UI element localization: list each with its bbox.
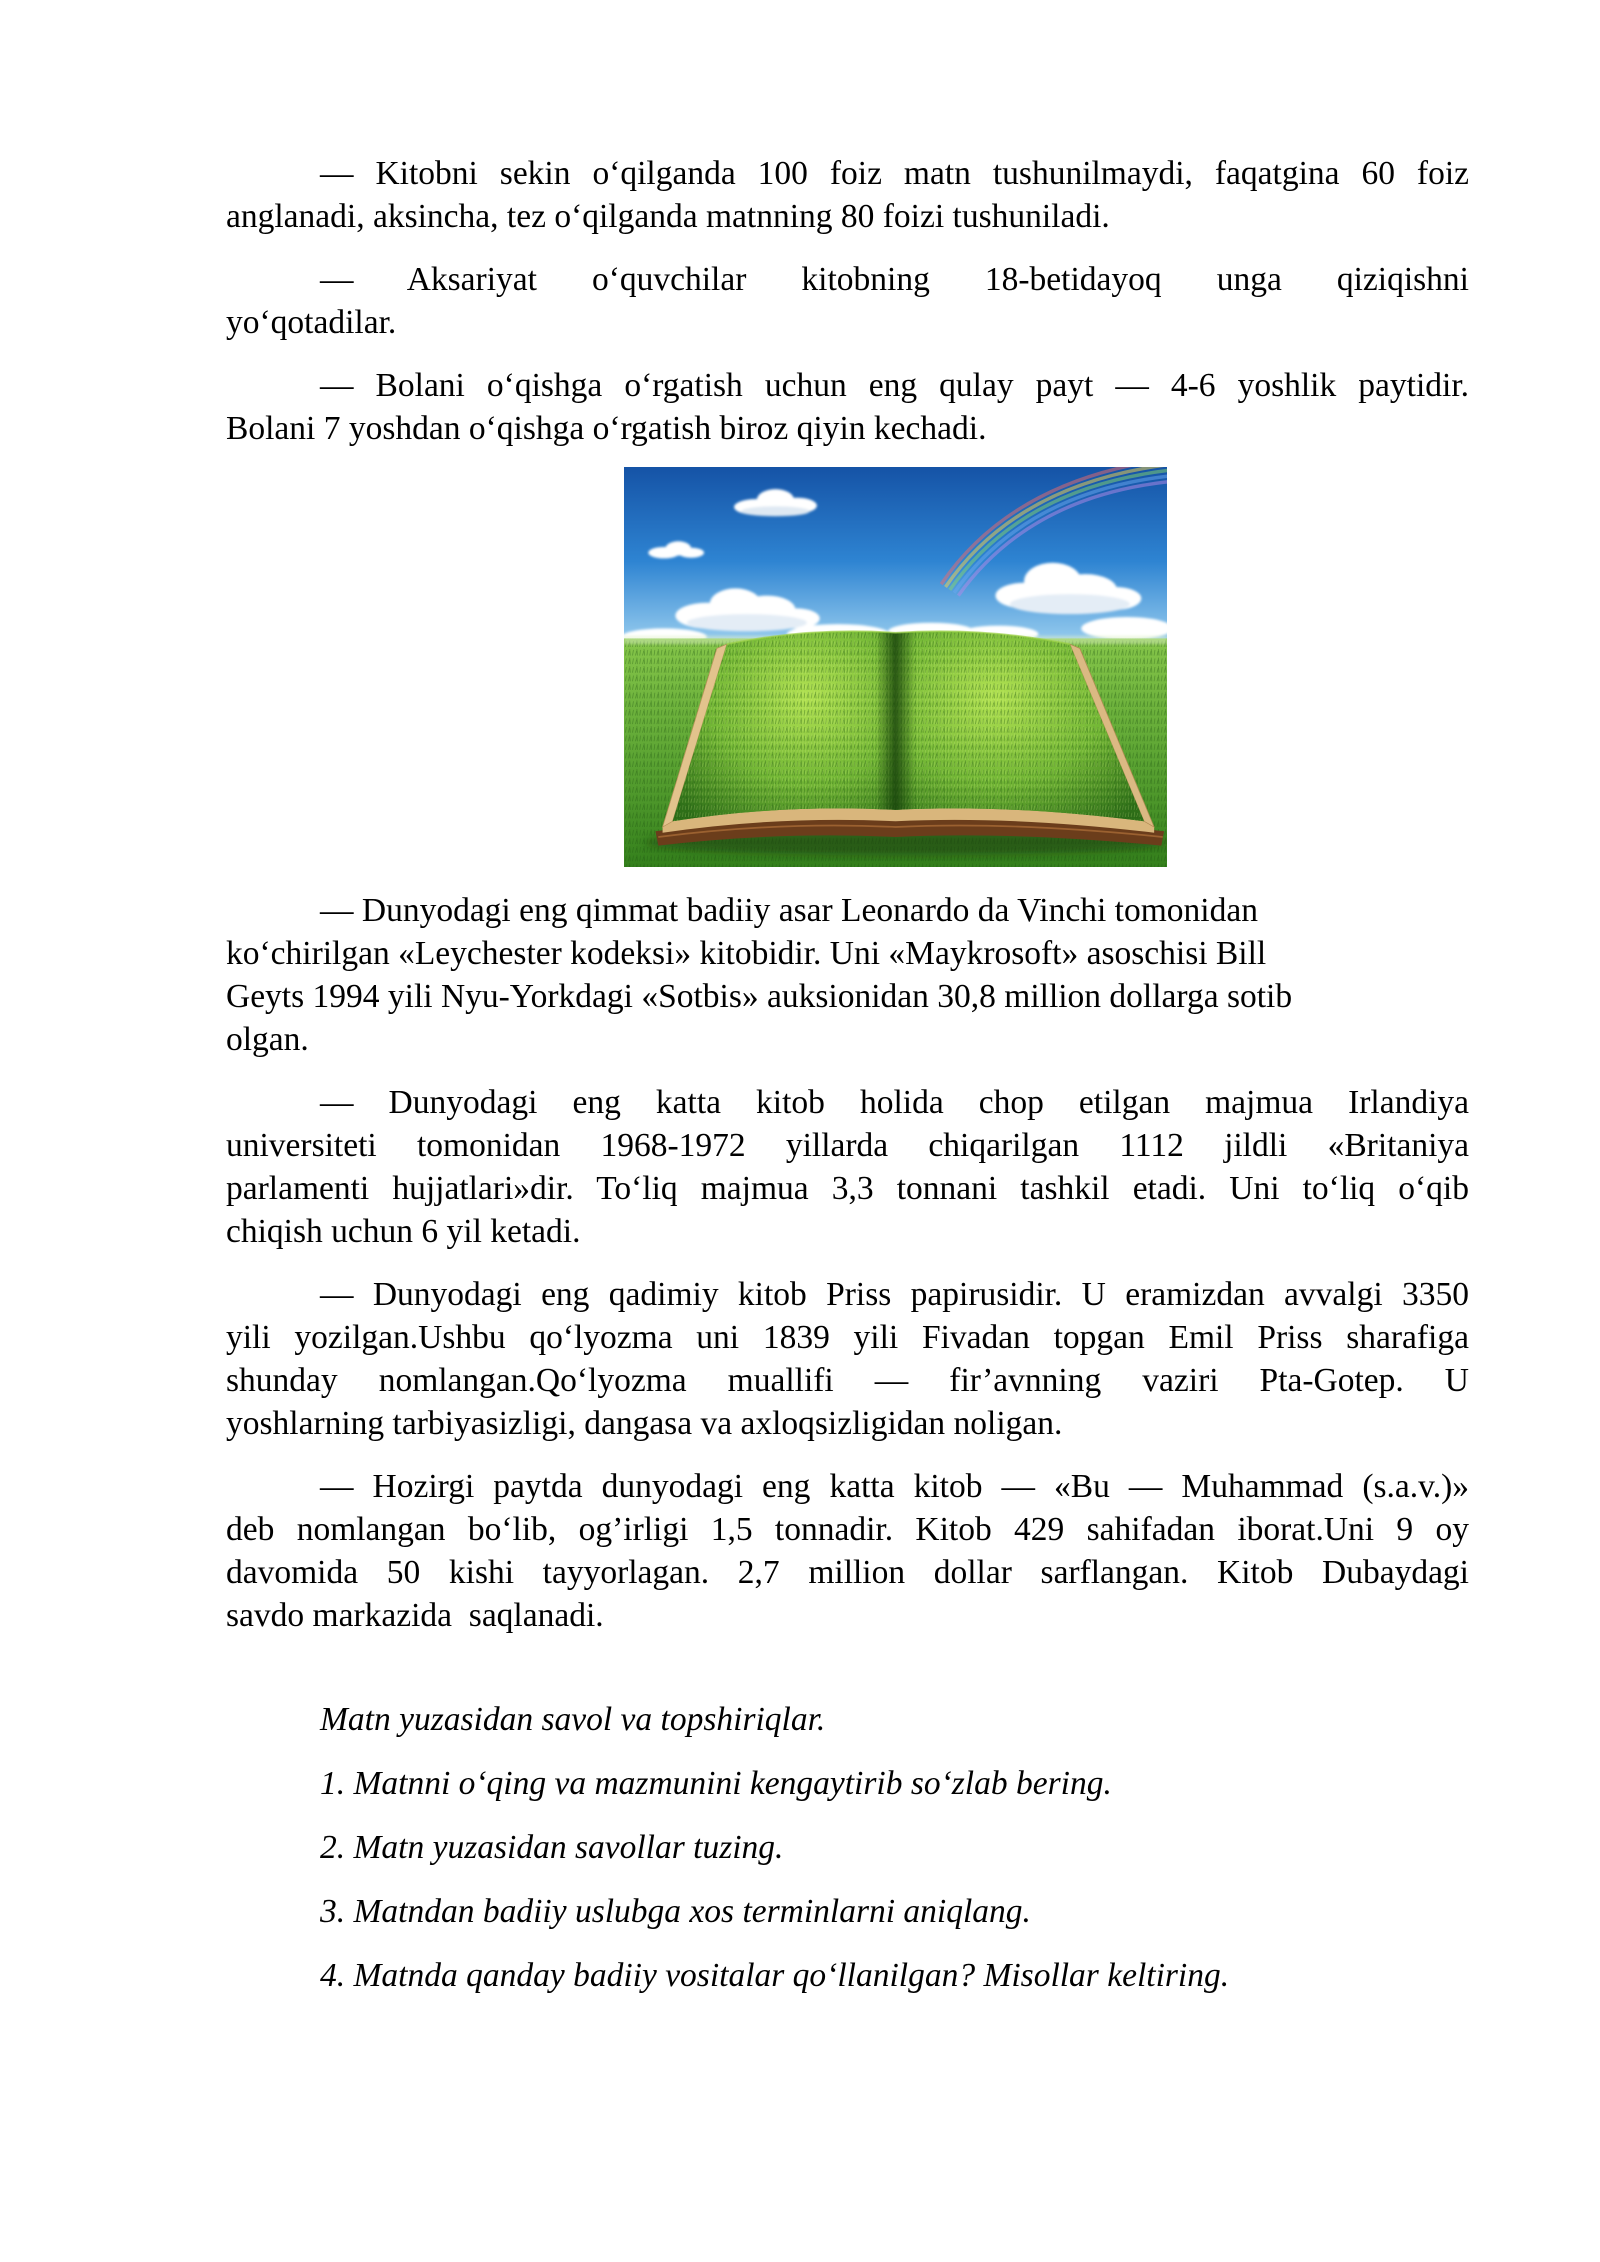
open-book-grass-image: [624, 467, 1167, 867]
paragraph-line: Geyts 1994 yili Nyu-Yorkdagi «Sotbis» auksionidan 30,8 million dollarga sotib: [226, 978, 1293, 1015]
paragraph-line: yo‘qotadilar.: [226, 304, 397, 341]
tasks-section: [226, 1698, 1469, 1997]
fact-paragraph-5: [226, 1081, 1469, 1253]
paragraph-line: anglanadi, aksincha, tez o‘qilganda matnning 80 foizi tushuniladi.: [226, 198, 1110, 235]
paragraph-line: — Bolani o‘qishga o‘rgatish uchun eng qulay payt — 4-6 yoshlik paytidir.: [320, 367, 1469, 404]
book-spine-shade: [875, 610, 915, 824]
fact-paragraph-3: [226, 364, 1469, 450]
paragraph-line: parlamenti hujjatlari»dir. To‘liq majmua 3,3 tonnani tashkil etadi. Uni to‘liq o‘qib: [226, 1170, 1469, 1207]
paragraph-line: — Kitobni sekin o‘qilganda 100 foiz matn tushunilmaydi, faqatgina 60 foiz: [320, 155, 1469, 192]
fact-paragraph-7: [226, 1465, 1469, 1637]
paragraph-line: davomida 50 kishi tayyorlagan. 2,7 million dollar sarflangan. Kitob Dubaydagi: [226, 1554, 1469, 1591]
task-item: 4. Matnda qanday badiiy vositalar qo‘llanilgan? Misollar keltiring.: [320, 1957, 1230, 1994]
paragraph-line: Bolani 7 yoshdan o‘qishga o‘rgatish biroz qiyin kechadi.: [226, 410, 987, 447]
tasks-heading: Matn yuzasidan savol va topshiriqlar.: [320, 1701, 826, 1738]
paragraph-line: — Dunyodagi eng qadimiy kitob Priss papirusidir. U eramizdan avvalgi 3350: [320, 1276, 1469, 1313]
fact-paragraph-2: [226, 258, 1469, 344]
page-content: [226, 152, 1469, 2018]
paragraph-line: olgan.: [226, 1021, 309, 1058]
fact-paragraph-1: [226, 152, 1469, 238]
fact-paragraph-4: [226, 889, 1469, 1061]
paragraph-line: yili yozilgan.Ushbu qo‘lyozma uni 1839 yili Fivadan topgan Emil Priss sharafiga: [226, 1319, 1469, 1356]
paragraph-line: — Dunyodagi eng katta kitob holida chop etilgan majmua Irlandiya: [320, 1084, 1469, 1121]
paragraph-line: — Aksariyat o‘quvchilar kitobning 18-betidayoq unga qiziqishni: [320, 261, 1469, 298]
task-item: 3. Matndan badiiy uslubga xos terminlarni aniqlang.: [320, 1893, 1031, 1930]
paragraph-line: ko‘chirilgan «Leychester kodeksi» kitobidir. Uni «Maykrosoft» asoschisi Bill: [226, 935, 1267, 972]
paragraph-line: shunday nomlangan.Qo‘lyozma muallifi — fir’avnning vaziri Pta-Gotep. U: [226, 1362, 1469, 1399]
paragraph-line: deb nomlangan bo‘lib, og’irligi 1,5 tonnadir. Kitob 429 sahifadan iborat.Uni 9 oy: [226, 1511, 1469, 1548]
paragraph-line: savdo markazida saqlanadi.: [226, 1597, 604, 1634]
paragraph-line: universiteti tomonidan 1968-1972 yillarda chiqarilgan 1112 jildli «Britaniya: [226, 1127, 1469, 1164]
paragraph-line: — Hozirgi paytda dunyodagi eng katta kitob — «Bu — Muhammad (s.a.v.)»: [320, 1468, 1469, 1505]
paragraph-line: yoshlarning tarbiyasizligi, dangasa va axloqsizligidan noligan.: [226, 1405, 1063, 1442]
fact-paragraph-6: [226, 1273, 1469, 1445]
paragraph-line: chiqish uchun 6 yil ketadi.: [226, 1213, 581, 1250]
task-item: 1. Matnni o‘qing va mazmunini kengaytirib so‘zlab bering.: [320, 1765, 1112, 1802]
paragraph-line: — Dunyodagi eng qimmat badiiy asar Leonardo da Vinchi tomonidan: [320, 892, 1258, 929]
task-item: 2. Matn yuzasidan savollar tuzing.: [320, 1829, 784, 1866]
book-illustration: [624, 467, 1167, 867]
